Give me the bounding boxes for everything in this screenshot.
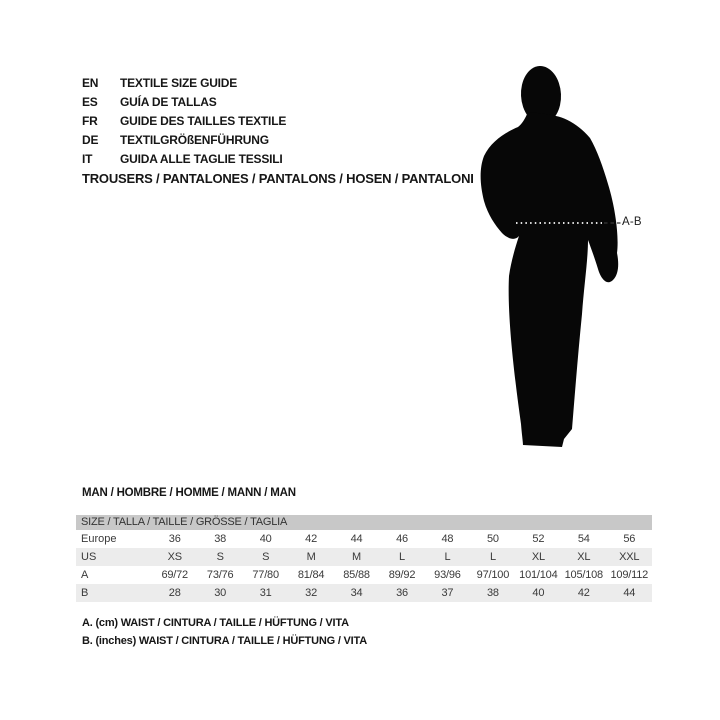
table-cell: 105/108 (564, 569, 603, 581)
table-row (76, 548, 652, 566)
table-cell: 81/84 (297, 569, 325, 581)
table-cell: 42 (577, 587, 590, 599)
language-code: EN (82, 76, 99, 90)
garment-title: TROUSERS / PANTALONES / PANTALONS / HOSEN / PANTALONI (82, 171, 474, 186)
section-title-man: MAN / HOMBRE / HOMME / MANN / MAN (82, 487, 296, 499)
table-cell: 50 (486, 533, 499, 545)
table-cell: 40 (532, 587, 545, 599)
man-silhouette (478, 62, 654, 452)
table-row-label: Europe (81, 533, 117, 545)
table-cell: L (489, 551, 496, 563)
language-row (82, 112, 286, 131)
table-cell: XL (531, 551, 545, 563)
table-cell: S (216, 551, 224, 563)
table-cell: XS (167, 551, 182, 563)
table-cell: 40 (259, 533, 272, 545)
measurement-notes (82, 614, 367, 650)
table-cell: 93/96 (434, 569, 461, 581)
table-cell: 109/112 (610, 569, 649, 581)
language-title-block (82, 74, 286, 169)
table-row-label: B (81, 587, 89, 599)
table-row (76, 584, 652, 602)
man-silhouette-graphic (478, 62, 654, 452)
table-cell: 32 (305, 587, 317, 599)
table-cell: 44 (350, 533, 363, 545)
table-cell: 38 (214, 533, 227, 545)
table-cell: L (444, 551, 451, 563)
table-cell: 44 (623, 587, 636, 599)
language-code: FR (82, 114, 98, 128)
table-cell: 56 (623, 533, 636, 545)
language-code: ES (82, 95, 98, 109)
table-cell: 31 (259, 587, 272, 599)
waist-measure-label: A-B (622, 216, 642, 228)
table-cell: 69/72 (161, 569, 188, 581)
table-cell: 101/104 (519, 569, 558, 581)
language-row (82, 131, 286, 150)
table-cell: M (306, 551, 316, 563)
language-row (82, 150, 286, 169)
table-cell: 28 (168, 587, 181, 599)
table-cell: 36 (168, 533, 181, 545)
table-cell: 36 (396, 587, 408, 599)
table-cell: 42 (305, 533, 317, 545)
table-cell: 97/100 (476, 569, 510, 581)
language-code: DE (82, 133, 99, 147)
table-cell: 52 (532, 533, 545, 545)
table-cell: 54 (577, 533, 590, 545)
table-cell: 73/76 (206, 569, 234, 581)
table-cell: S (262, 551, 270, 563)
table-cell: L (399, 551, 405, 563)
language-code: IT (82, 152, 93, 166)
table-cell: M (352, 551, 362, 563)
table-cell: 48 (441, 533, 454, 545)
table-cell: 89/92 (388, 569, 416, 581)
size-table-header: SIZE / TALLA / TAILLE / GRÖSSE / TAGLIA (76, 515, 652, 530)
language-row (82, 93, 286, 112)
table-cell: 30 (214, 587, 227, 599)
table-row (76, 566, 652, 584)
size-table-rows (76, 530, 652, 602)
note-waist-inches: B. (inches) WAIST / CINTURA / TAILLE / HÜFTUNG / VITA (82, 635, 367, 647)
table-cell: 37 (441, 587, 454, 599)
language-label: TEXTILE SIZE GUIDE (120, 76, 238, 90)
note-waist-cm: A. (cm) WAIST / CINTURA / TAILLE / HÜFTUNG / VITA (82, 617, 349, 629)
language-label: GUÍA DE TALLAS (120, 95, 217, 109)
language-label: GUIDA ALLE TAGLIE TESSILI (120, 152, 283, 166)
table-cell: XL (577, 551, 591, 563)
table-cell: 34 (350, 587, 363, 599)
language-label: GUIDE DES TAILLES TEXTILE (120, 114, 287, 128)
table-cell: 46 (396, 533, 408, 545)
table-cell: 85/88 (343, 569, 370, 581)
language-label: TEXTILGRÖßENFÜHRUNG (120, 133, 269, 147)
table-row-label: US (81, 551, 97, 563)
size-table (76, 515, 652, 602)
table-cell: 38 (486, 587, 499, 599)
table-cell: 77/80 (252, 569, 279, 581)
table-row-label: A (81, 569, 89, 581)
table-cell: XXL (619, 551, 640, 563)
table-row (76, 530, 652, 548)
language-row (82, 74, 286, 93)
